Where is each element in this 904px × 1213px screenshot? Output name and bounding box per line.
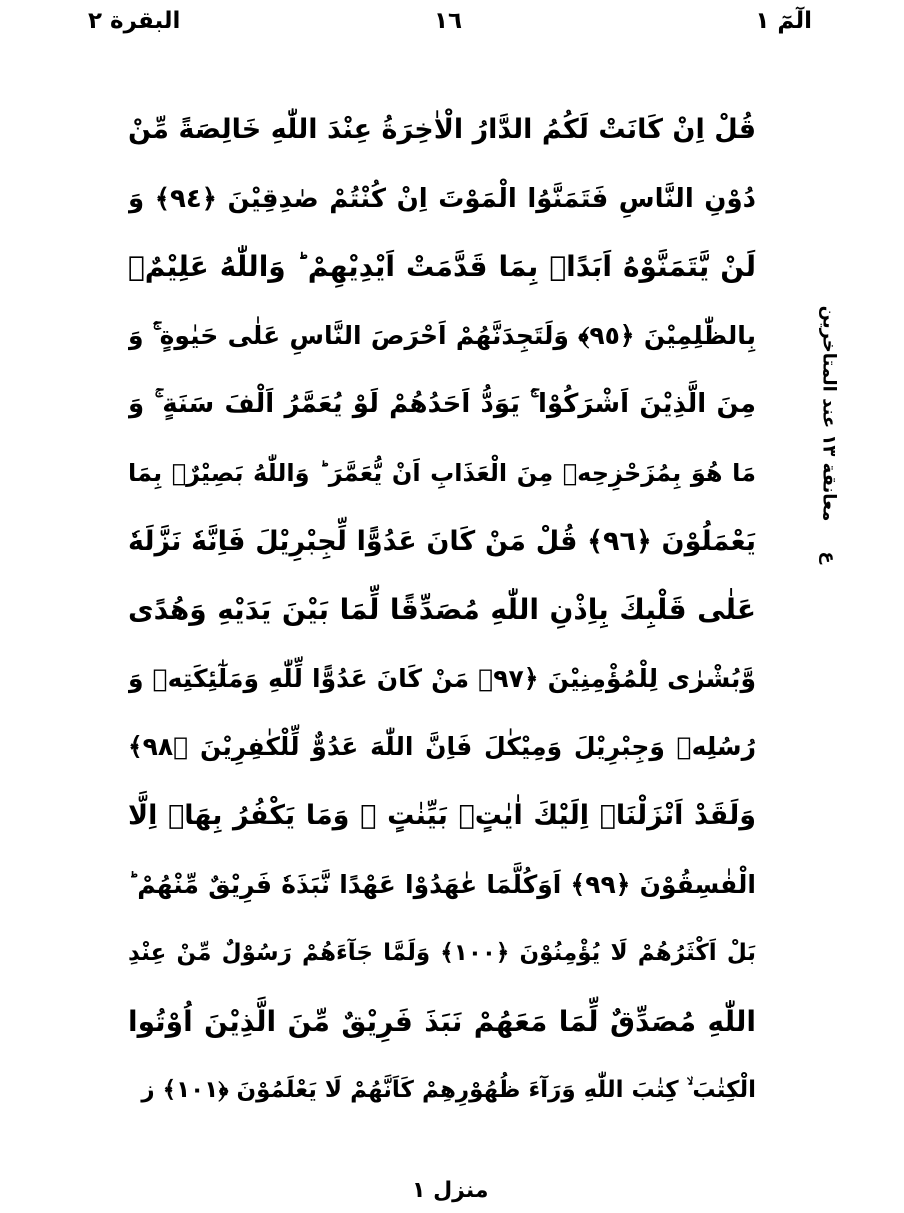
margin-note: [811, 305, 847, 521]
verse-line: مِنَ الَّذِیْنَ اَشْرَكُوْا ۚۛ یَوَدُّ اَحَدُهُمْ لَوْ یُعَمَّرُ اَلْفَ سَنَةٍ ۚ وَ: [128, 389, 756, 420]
verse-line: اللّٰهِ مُصَدِّقٌ لِّمَا مَعَهُمْ نَبَذَ فَرِیْقٌ مِّنَ الَّذِیْنَ اُوْتُوا: [128, 1004, 756, 1038]
verse-line: الْكِتٰبَ ۙ كِتٰبَ اللّٰهِ وَرَآءَ ظُهُوْرِهِمْ كَاَنَّهُمْ لَا یَعْلَمُوْنَ ﴿١٠١﴾ ز: [141, 1077, 756, 1104]
verse-line: یَعْمَلُوْنَ ﴿٩٦﴾ قُلْ مَنْ كَانَ عَدُوًّا لِّجِبْرِیْلَ فَاِنَّهٗ نَزَّلَهٗ: [128, 525, 756, 557]
margin-note-text: معانقة ١٣ عند المتاخرین: [818, 305, 840, 521]
quran-text-block: [128, 96, 756, 1125]
verse-line: وَّبُشْرٰى لِلْمُؤْمِنِیْنَ ﴿٩٧﴾ مَنْ كَانَ عَدُوًّا لِّلّٰهِ وَمَلٰٓئِكَتِهٖ وَ: [128, 663, 756, 693]
para-name: الٓمٓ ١: [755, 8, 812, 34]
verse-line: مَا هُوَ بِمُزَحْزِحِهٖ مِنَ الْعَذَابِ اَنْ یُّعَمَّرَ ؕ وَاللّٰهُ بَصِیْرٌۢ بِمَا: [128, 458, 756, 487]
verse-line: بِالظّٰلِمِیْنَ ﴿٩٥﴾ وَلَتَجِدَنَّهُمْ اَحْرَصَ النَّاسِ عَلٰى حَیٰوةٍ ۚۛ وَ: [128, 320, 756, 350]
verse-line: لَنْ یَّتَمَنَّوْهُ اَبَدًاۢ بِمَا قَدَّمَتْ اَیْدِیْهِمْ ؕ وَاللّٰهُ عَلِیْمٌۢ: [128, 250, 756, 284]
manzil-label: منزل ١: [412, 1178, 489, 1203]
ruku-mark-text: ع: [818, 550, 840, 564]
verse-line: وَلَقَدْ اَنْزَلْنَاۤ اِلَیْكَ اٰیٰتٍۭ بَیِّنٰتٍ ۚ وَمَا یَكْفُرُ بِهَاۤ اِلَّا: [128, 799, 756, 831]
verse-line: رُسُلِهٖ وَجِبْرِیْلَ وَمِیْكٰلَ فَاِنَّ اللّٰهَ عَدُوٌّ لِّلْكٰفِرِیْنَ ﴿٩٨﴾: [128, 732, 756, 762]
page-number: ١٦: [434, 8, 463, 34]
surah-name: البقرة ٢: [88, 8, 181, 34]
ruku-mark: [814, 528, 844, 586]
verse-line: قُلْ اِنْ كَانَتْ لَكُمُ الدَّارُ الْاٰخِرَةُ عِنْدَ اللّٰهِ خَالِصَةً مِّنْ: [128, 114, 756, 145]
verse-line: الْفٰسِقُوْنَ ﴿٩٩﴾ اَوَكُلَّمَا عٰهَدُوْا عَهْدًا نَّبَذَهٗ فَرِیْقٌ مِّنْهُمْ ؕ: [128, 869, 756, 899]
verse-line: عَلٰى قَلْبِكَ بِاِذْنِ اللّٰهِ مُصَدِّقًا لِّمَا بَیْنَ یَدَیْهِ وَهُدًى: [128, 593, 756, 627]
verse-line: دُوْنِ النَّاسِ فَتَمَنَّوُا الْمَوْتَ اِنْ كُنْتُمْ صٰدِقِیْنَ ﴿٩٤﴾ وَ: [128, 183, 756, 214]
verse-line: بَلْ اَكْثَرُهُمْ لَا یُؤْمِنُوْنَ ﴿١٠٠﴾ وَلَمَّا جَآءَهُمْ رَسُوْلٌ مِّنْ عِنْدِ: [128, 940, 756, 967]
